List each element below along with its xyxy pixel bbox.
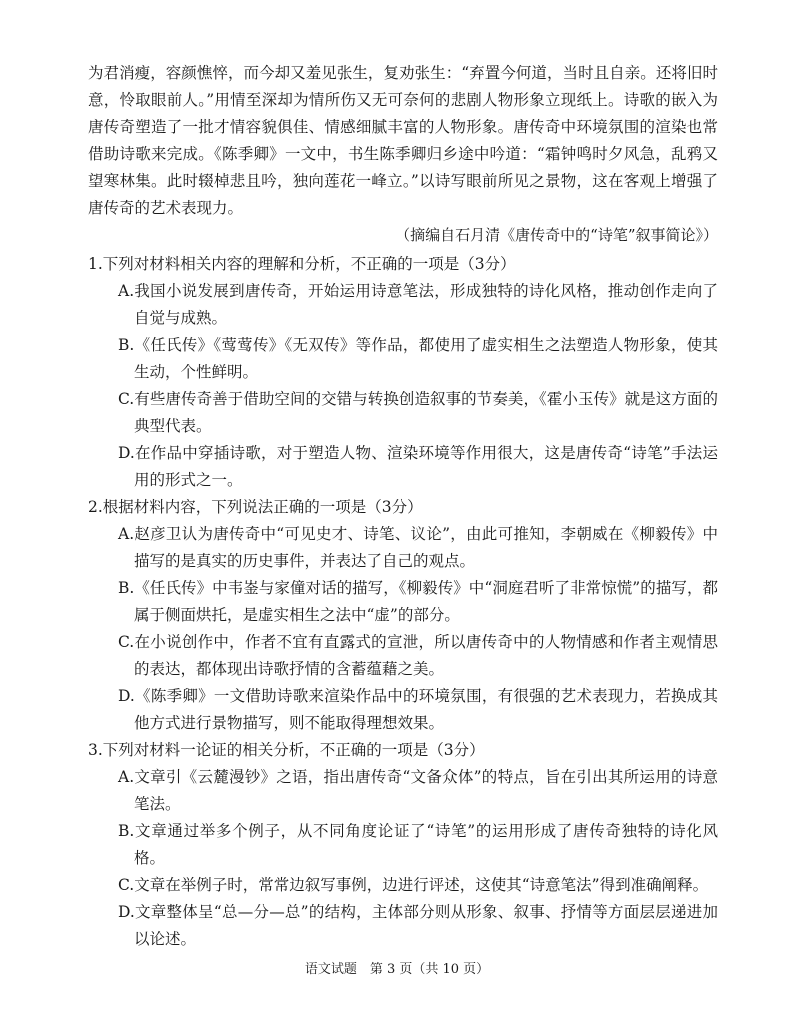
option-letter: B.: [118, 579, 135, 597]
option-letter: B.: [118, 336, 135, 354]
option-a: [88, 278, 718, 332]
option-text: 文章在举例子时，常常边叙写事例，边进行评述，这使其“诗意笔法”得到准确阐释。: [134, 876, 709, 894]
exam-page: [88, 60, 718, 953]
option-letter: A.: [118, 768, 135, 786]
option-letter: C.: [118, 390, 135, 408]
question-3: [88, 737, 718, 953]
option-letter: D.: [118, 687, 135, 705]
passage-source: （摘编自石月清《唐传奇中的“诗笔”叙事简论》）: [395, 226, 718, 244]
option-d: [88, 899, 718, 953]
question-2: [88, 494, 718, 737]
option-a: [88, 764, 718, 818]
page-footer: 语文试题 第 3 页（共 10 页）: [304, 962, 490, 977]
option-text: 有些唐传奇善于借助空间的交错与转换创造叙事的节奏美，《霍小玉传》就是这方面的典型代表。: [134, 390, 718, 435]
question-stem: 1.下列对材料相关内容的理解和分析，不正确的一项是（3分）: [88, 255, 516, 273]
option-a: [88, 521, 718, 575]
option-letter: A.: [118, 282, 135, 300]
option-text: 文章引《云麓漫钞》之语，指出唐传奇“文备众体”的特点，旨在引出其所运用的诗意笔法。: [134, 768, 718, 813]
option-d: [88, 440, 718, 494]
option-letter: C.: [118, 876, 135, 894]
option-c: [88, 872, 718, 899]
option-text: 《任氏传》中韦崟与家僮对话的描写，《柳毅传》中“洞庭君听了非常惊慌”的描写，都属于侧面烘托，是虚实相生之法中“虚”的部分。: [134, 579, 718, 624]
question-stem: 3.下列对材料一论证的相关分析，不正确的一项是（3分）: [88, 741, 485, 759]
option-text: 《陈季卿》一文借助诗歌来渲染作品中的环境氛围，有很强的艺术表现力，若换成其他方式进行景物描写，则不能取得理想效果。: [134, 687, 718, 732]
option-text: 我国小说发展到唐传奇，开始运用诗意笔法，形成独特的诗化风格，推动创作走向了自觉与成熟。: [134, 282, 718, 327]
option-letter: C.: [118, 633, 135, 651]
option-text: 在作品中穿插诗歌，对于塑造人物、渲染环境等作用很大，这是唐传奇“诗笔”手法运用的形式之一。: [134, 444, 718, 489]
option-letter: A.: [118, 525, 135, 543]
option-text: 文章通过举多个例子，从不同角度论证了“诗笔”的运用形成了唐传奇独特的诗化风格。: [134, 822, 718, 867]
option-b: [88, 332, 718, 386]
option-c: [88, 386, 718, 440]
passage-text: 为君消瘦，容颜憔悴，而今却又羞见张生，复劝张生：“弃置今何道，当时且自亲。还将旧时意，怜取眼前人。”用情至深却为情所伤又无可奈何的悲剧人物形象立现纸上。诗歌的嵌入为唐传奇塑造了一批才情容貌俱佳、情感细腻丰富的人物形象。唐传奇中环境氛围的渲染也常借助诗歌来完成。《陈季卿》一文中，书生陈季卿归乡途中吟道：“霜钟鸣时夕风急，乱鸦又望寒林集。此时辍棹悲且吟，独向莲花一峰立。”以诗写眼前所见之景物，这在客观上增强了唐传奇的艺术表现力。: [88, 64, 718, 217]
question-stem: 2.根据材料内容，下列说法正确的一项是（3分）: [88, 498, 423, 516]
option-text: 在小说创作中，作者不宜有直露式的宣泄，所以唐传奇中的人物情感和作者主观情思的表达，都体现出诗歌抒情的含蓄蕴藉之美。: [134, 633, 718, 678]
option-d: [88, 683, 718, 737]
option-b: [88, 575, 718, 629]
option-text: 赵彦卫认为唐传奇中“可见史才、诗笔、议论”，由此可推知，李朝威在《柳毅传》中描写的是真实的历史事件，并表达了自己的观点。: [134, 525, 718, 570]
option-text: 《任氏传》《莺莺传》《无双传》等作品，都使用了虚实相生之法塑造人物形象，使其生动，个性鲜明。: [134, 336, 718, 381]
option-letter: D.: [118, 444, 135, 462]
option-letter: B.: [118, 822, 135, 840]
option-b: [88, 818, 718, 872]
option-text: 文章整体呈“总—分—总”的结构，主体部分则从形象、叙事、抒情等方面层层递进加以论述。: [134, 903, 718, 948]
question-1: [88, 251, 718, 494]
option-c: [88, 629, 718, 683]
option-letter: D.: [118, 903, 135, 921]
